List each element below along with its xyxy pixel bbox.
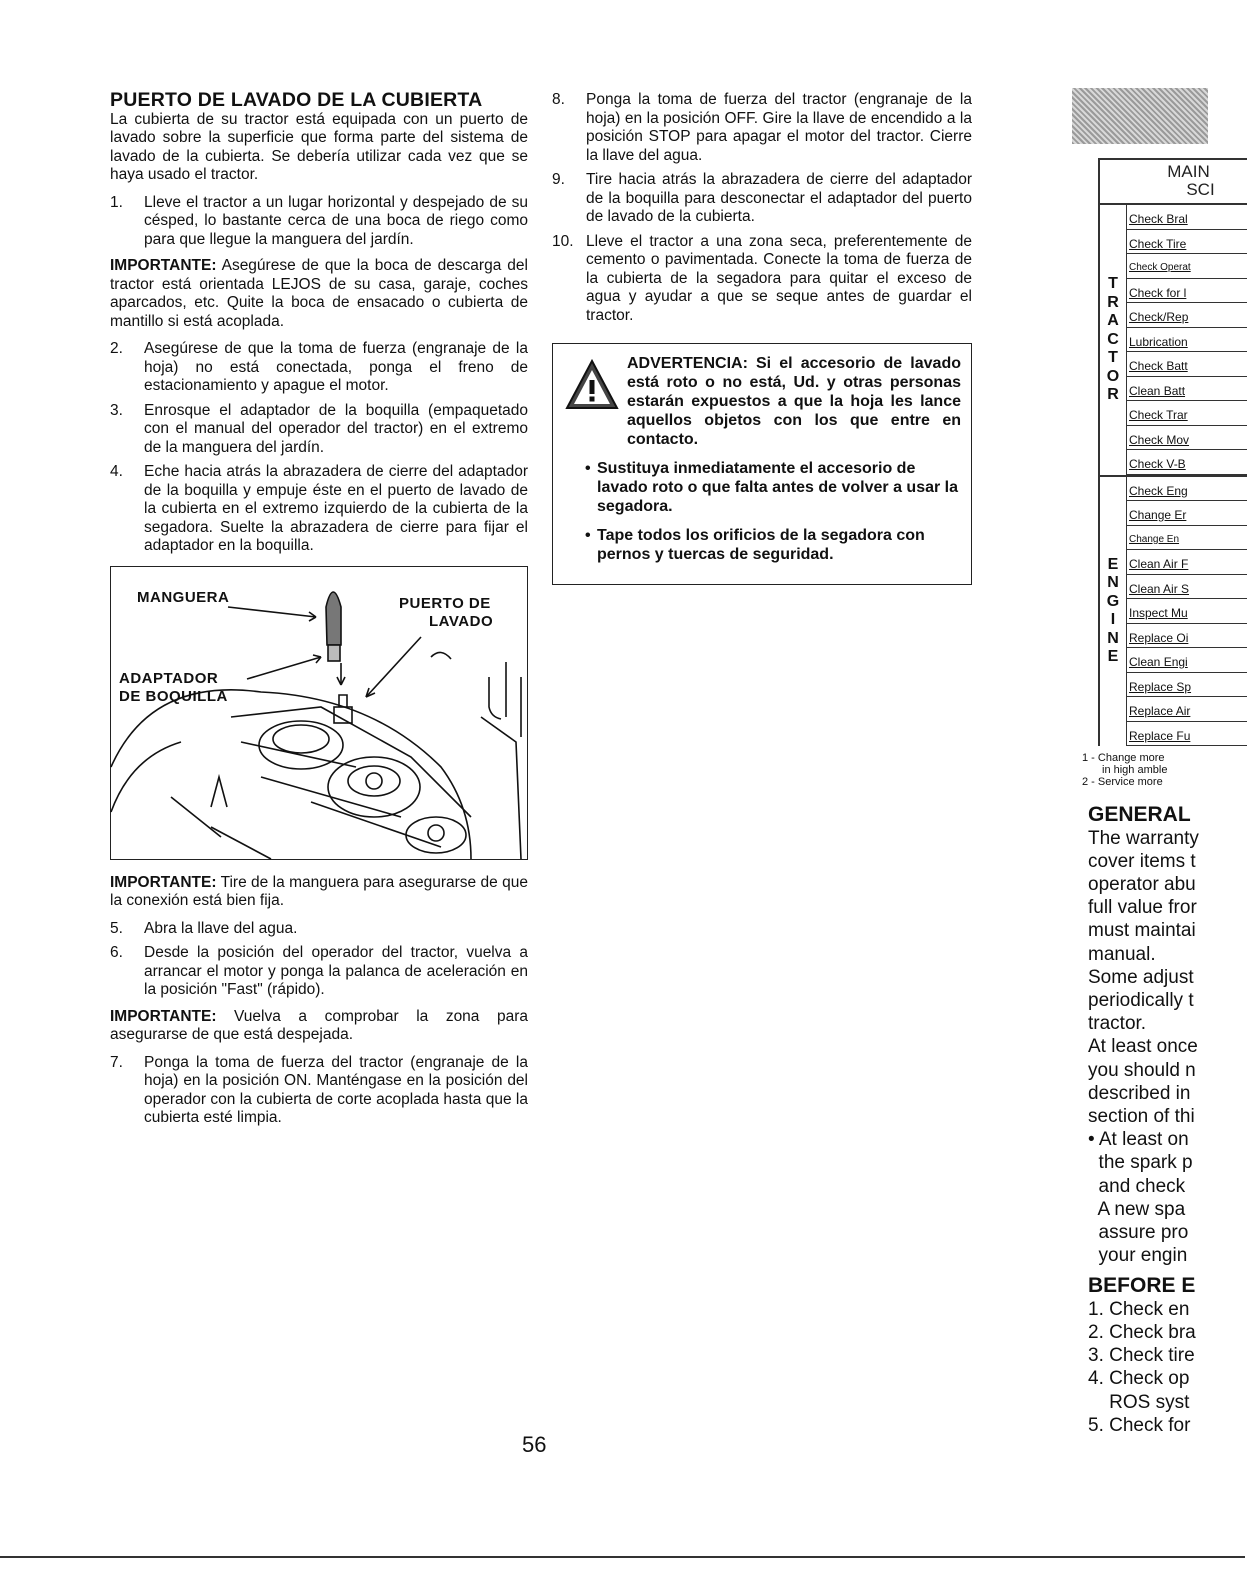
- step-text: Tire hacia atrás la abrazadera de cierre del adaptador de la boquilla para desconectar el adaptador del puerto de lavado de la cubierta.: [586, 171, 972, 225]
- schedule-row: Check/Rep: [1127, 303, 1247, 328]
- text-line: manual.: [1088, 943, 1156, 965]
- steps-list-2: [110, 340, 528, 556]
- important-text: Tire de la manguera para asegurarse de que la conexión está bien fija.: [110, 873, 528, 909]
- schedule-row: Check V-B: [1127, 450, 1247, 475]
- step-text: Desde la posición del operador del tractor, vuelva a arrancar el motor y ponga la palanca de aceleración en la posición "Fast" (rápido).: [144, 944, 528, 998]
- before-list: [1088, 1298, 1245, 1437]
- schedule-row: Change Er: [1127, 501, 1247, 526]
- steps-list-middle: [552, 91, 972, 325]
- label-letter: N: [1107, 629, 1119, 647]
- text-line: your engin: [1088, 1245, 1188, 1267]
- label-letter: E: [1107, 648, 1119, 666]
- left-column: [110, 91, 528, 1136]
- step-2: [110, 340, 528, 396]
- page-number: 56: [522, 1432, 547, 1457]
- steps-list-4: [110, 1054, 528, 1128]
- before-heading: BEFORE E: [1088, 1274, 1196, 1298]
- list-item: 2. Check bra: [1088, 1322, 1196, 1344]
- step-1: [110, 194, 528, 250]
- text-line: At least once: [1088, 1036, 1198, 1058]
- text-line: cover items t: [1088, 850, 1196, 872]
- step-number: 3.: [110, 401, 123, 419]
- bullet-mark: •: [585, 527, 591, 544]
- schedule-row: Lubrication: [1127, 328, 1247, 353]
- text-line: described in: [1088, 1082, 1191, 1104]
- step-text: Lleve el tractor a un lugar horizontal y despejado de su césped, lo bastante cerca de una boca de riego como para que llegue la manguera del jardín.: [144, 193, 528, 248]
- schedule-row: Clean Engi: [1127, 648, 1247, 673]
- bullet-text: Tape todos los orificios de la segadora con pernos y tuercas de seguridad.: [597, 527, 925, 563]
- step-number: 5.: [110, 919, 123, 937]
- text-line: • At least on: [1088, 1129, 1189, 1151]
- step-text: Asegúrese de que la toma de fuerza (engranaje de la hoja) no está conectada, ponga el freno de estacionamiento y apague el motor.: [144, 340, 528, 394]
- schedule-row: Check Mov: [1127, 426, 1247, 451]
- step-number: 8.: [552, 91, 565, 108]
- step-number: 6.: [110, 944, 123, 961]
- text-line: The warranty: [1088, 827, 1199, 849]
- tractor-items: [1126, 205, 1247, 475]
- engine-items: [1126, 477, 1247, 747]
- step-9: [552, 171, 972, 227]
- engine-group: [1100, 475, 1247, 747]
- label-letter: T: [1108, 275, 1118, 292]
- step-4: [110, 463, 528, 556]
- footnote: in high amble: [1102, 764, 1168, 776]
- label-letter: E: [1107, 555, 1119, 573]
- warning-text: ADVERTENCIA: Si el accesorio de lavado está roto o no está, Ud. y otras personas estarán expuestos a que la hoja les lance aquellos objetos con los que entre en contacto.: [627, 355, 961, 448]
- schedule-title-line1: MAIN: [1167, 162, 1210, 181]
- list-item: ROS syst: [1088, 1391, 1190, 1413]
- text-line: must maintai: [1088, 920, 1196, 942]
- label-letter: A: [1107, 312, 1119, 329]
- warning-triangle-icon: [565, 358, 619, 412]
- important-note-1: [110, 257, 528, 331]
- schedule-row: Replace Fu: [1127, 722, 1247, 747]
- tractor-group: [1100, 203, 1247, 475]
- schedule-row: Replace Sp: [1127, 673, 1247, 698]
- label-letter: N: [1107, 574, 1119, 592]
- label-port-line2: LAVADO: [429, 612, 494, 630]
- schedule-row: Replace Oi: [1127, 624, 1247, 649]
- warning-box: [552, 343, 972, 585]
- text-line: operator abu: [1088, 873, 1196, 895]
- intro-paragraph: La cubierta de su tractor está equipada con un puerto de lavado sobre la superficie que forma parte del sistema de lavado de la cubierta. Se debería utilizar cada vez que se haya usado el tractor.: [110, 110, 528, 183]
- important-label: IMPORTANTE:: [110, 257, 217, 274]
- label-hose: MANGUERA: [137, 588, 230, 606]
- schedule-row: Check Trar: [1127, 401, 1247, 426]
- general-heading: GENERAL: [1088, 803, 1191, 826]
- text-line: assure pro: [1088, 1221, 1189, 1243]
- engine-vertical-label: [1100, 477, 1126, 747]
- schedule-row: Change En: [1127, 526, 1247, 551]
- warning-bullets: [565, 459, 961, 564]
- step-6: [110, 944, 528, 1000]
- text-line: full value fror: [1088, 897, 1197, 919]
- step-number: 4.: [110, 463, 123, 480]
- maintenance-schedule-table: [1098, 158, 1247, 746]
- bullet-mark: •: [585, 460, 591, 477]
- step-number: 1.: [110, 193, 123, 211]
- schedule-row: Replace Air: [1127, 697, 1247, 722]
- schedule-row: Check Batt: [1127, 352, 1247, 377]
- schedule-row: Check Operat: [1127, 254, 1247, 279]
- label-port-line1: PUERTO DE: [399, 594, 491, 612]
- schedule-row: Inspect Mu: [1127, 599, 1247, 624]
- step-text: Ponga la toma de fuerza del tractor (engranaje de la hoja) en la posición ON. Manténgase en la posición del operador con la cubierta de corte acoplada hasta que la cubierta esté limpia.: [144, 1053, 528, 1126]
- step-text: Ponga la toma de fuerza del tractor (engranaje de la hoja) en la posición OFF. Gire la llave de encendido a la posición STOP para apagar el motor del tractor. Cierre la llave del agua.: [586, 91, 972, 164]
- label-letter: C: [1107, 330, 1119, 348]
- step-number: 2.: [110, 340, 123, 357]
- text-line: periodically t: [1088, 989, 1194, 1011]
- right-column-partial: [1082, 88, 1245, 1488]
- general-paragraph: [1088, 827, 1245, 1268]
- schedule-row: Clean Batt: [1127, 377, 1247, 402]
- bottom-divider: [0, 1556, 1245, 1558]
- steps-list-1: [110, 194, 528, 250]
- schedule-row: Check for l: [1127, 279, 1247, 304]
- text-line: section of thi: [1088, 1105, 1195, 1127]
- important-text: Asegúrese de que la boca de descarga del tractor está orientada LEJOS de su casa, garaje, coches aparcados, etc. Quite la boca de ensacado o cubierta de mantillo si está acoplada.: [110, 257, 528, 330]
- step-3: [110, 402, 528, 458]
- schedule-row: Check Eng: [1127, 477, 1247, 502]
- warning-bullet-item: [565, 459, 961, 516]
- schedule-row: Clean Air S: [1127, 575, 1247, 600]
- text-line: A new spa: [1088, 1198, 1186, 1220]
- text-line: you should n: [1088, 1059, 1196, 1081]
- section-heading: PUERTO DE LAVADO DE LA CUBIERTA: [110, 89, 483, 111]
- schedule-title-line2: SCI: [1186, 180, 1215, 199]
- label-letter: O: [1106, 367, 1120, 385]
- label-letter: I: [1110, 611, 1116, 629]
- list-item: 5. Check for: [1088, 1414, 1191, 1436]
- shaded-header-block: [1072, 88, 1208, 144]
- list-item: 4. Check op: [1088, 1368, 1190, 1390]
- step-5: [110, 920, 528, 939]
- important-note-2: [110, 874, 528, 911]
- important-text: Vuelva a comprobar la zona para asegurarse de que está despejada.: [110, 1007, 528, 1043]
- schedule-row: Clean Air F: [1127, 550, 1247, 575]
- step-text: Abra la llave del agua.: [144, 919, 298, 937]
- warning-bullet-item: [565, 526, 961, 564]
- step-8: [552, 91, 972, 165]
- list-item: 1. Check en: [1088, 1298, 1190, 1320]
- steps-list-3: [110, 920, 528, 1000]
- text-line: and check: [1088, 1175, 1186, 1197]
- step-text: Lleve el tractor a una zona seca, preferentemente de cemento o pavimentada. Conecte la toma de fuerza de la cubierta de la segadora para quitar el exceso de agua y ayudar a que se seque antes de guardar el tractor.: [586, 232, 972, 324]
- label-letter: G: [1106, 592, 1120, 610]
- text-line: the spark p: [1088, 1152, 1193, 1174]
- label-letter: R: [1107, 293, 1119, 311]
- schedule-title: [1100, 160, 1247, 203]
- schedule-row: Check Bral: [1127, 205, 1247, 230]
- wash-port-illustration: [110, 566, 528, 860]
- middle-column: [552, 91, 972, 585]
- label-adapter-line2: DE BOQUILLA: [119, 687, 228, 705]
- step-text: Eche hacia atrás la abrazadera de cierre del adaptador de la boquilla y empuje éste en el puerto de lavado de la cubierta en el extremo izquierdo de la cubierta de la segadora. Suelte la abrazadera de cierre para fijar el adaptador en la boquilla.: [144, 463, 528, 554]
- text-line: tractor.: [1088, 1013, 1147, 1035]
- footnote: 1 - Change more: [1082, 752, 1165, 764]
- important-note-3: [110, 1008, 528, 1045]
- important-label: IMPORTANTE:: [110, 873, 217, 891]
- step-text: Enrosque el adaptador de la boquilla (empaquetado con el manual del operador del tractor) en el extremo de la manguera del jardín.: [144, 401, 528, 456]
- label-letter: R: [1107, 386, 1119, 403]
- step-7: [110, 1054, 528, 1128]
- important-label: IMPORTANTE:: [110, 1007, 217, 1025]
- step-10: [552, 233, 972, 326]
- step-number: 7.: [110, 1053, 123, 1071]
- label-letter: T: [1108, 349, 1118, 366]
- label-adapter-line1: ADAPTADOR: [119, 669, 219, 687]
- step-number: 9.: [552, 171, 565, 188]
- schedule-row: Check Tire: [1127, 230, 1247, 255]
- warning-header: [565, 354, 961, 449]
- text-line: Some adjust: [1088, 966, 1194, 988]
- step-number: 10.: [552, 232, 574, 250]
- tractor-vertical-label: [1100, 205, 1126, 475]
- bullet-text: Sustituya inmediatamente el accesorio de lavado roto o que falta antes de volver a usar la segadora.: [597, 460, 959, 515]
- footnote: 2 - Service more: [1082, 776, 1163, 788]
- list-item: 3. Check tire: [1088, 1345, 1195, 1367]
